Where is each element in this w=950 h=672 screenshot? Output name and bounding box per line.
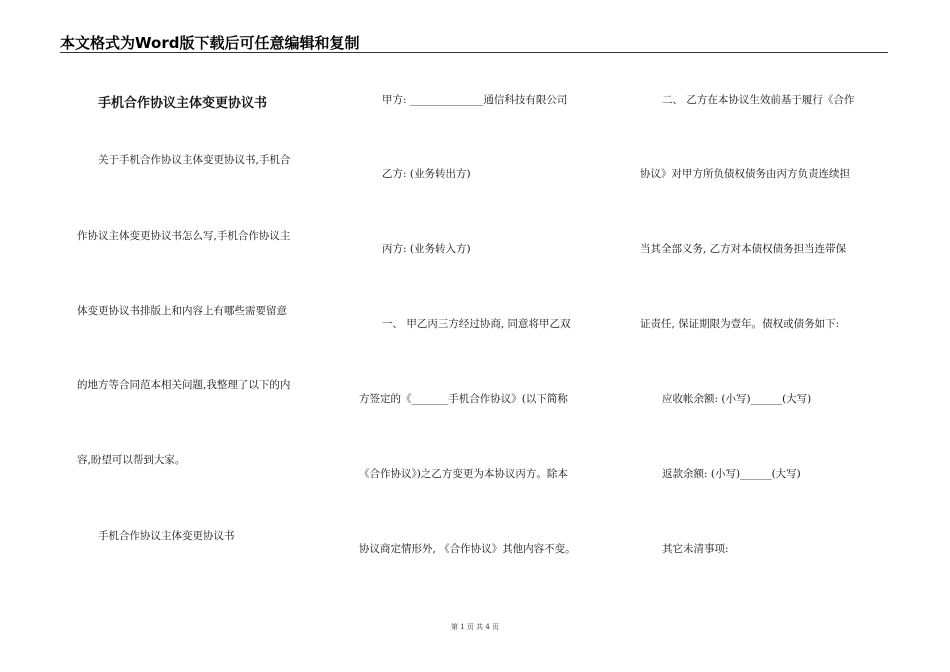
document-title: 手机合作协议主体变更协议书	[98, 96, 268, 111]
col1-subtitle: 手机合作协议主体变更协议书	[98, 530, 235, 542]
col3-line: 应收帐余额: (小写)______(大写)	[662, 393, 812, 405]
col1-line: 作协议主体变更协议书怎么写,手机合作协议主	[77, 230, 291, 242]
col3-line: 证责任, 保证期限为壹年。债权或债务如下:	[640, 318, 840, 330]
col3-line: 二、 乙方在本协议生效前基于履行《合作	[662, 94, 855, 106]
col1-line: 关于手机合作协议主体变更协议书,手机合	[98, 154, 291, 166]
document-header: 本文格式为Word版下载后可任意编辑和复制	[60, 34, 360, 52]
col2-line: 丙方: (业务转入方)	[382, 243, 471, 255]
col2-line: 协议商定情形外, 《合作协议》其他内容不变。	[359, 543, 576, 555]
col3-line: 协议》对甲方所负债权债务由丙方负责连续担	[640, 168, 850, 180]
col2-line: 甲方: ______________通信科技有限公司	[382, 94, 568, 106]
col2-line: 乙方: (业务转出方)	[382, 168, 471, 180]
page-number: 第 1 页 共 4 页	[450, 623, 500, 631]
col3-line: 其它未清事项:	[662, 543, 729, 555]
col1-line: 体变更协议书排版上和内容上有哪些需要留意	[77, 305, 287, 317]
col2-line: 方签定的《_______手机合作协议》(以下简称	[359, 393, 568, 405]
col3-line: 当其全部义务, 乙方对本债权债务担当连带保	[640, 243, 847, 255]
header-divider	[60, 52, 888, 53]
col3-line: 返款余额: (小写)______(大写)	[662, 468, 801, 480]
col1-line: 的地方等合同范本相关问题,我整理了以下的内	[77, 379, 291, 391]
col2-line: 《合作协议》)之乙方变更为本协议丙方。除本	[359, 468, 568, 480]
col1-line: 容,盼望可以帮到大家。	[77, 454, 186, 466]
col2-line: 一、 甲乙丙三方经过协商, 同意将甲乙双	[382, 318, 571, 330]
